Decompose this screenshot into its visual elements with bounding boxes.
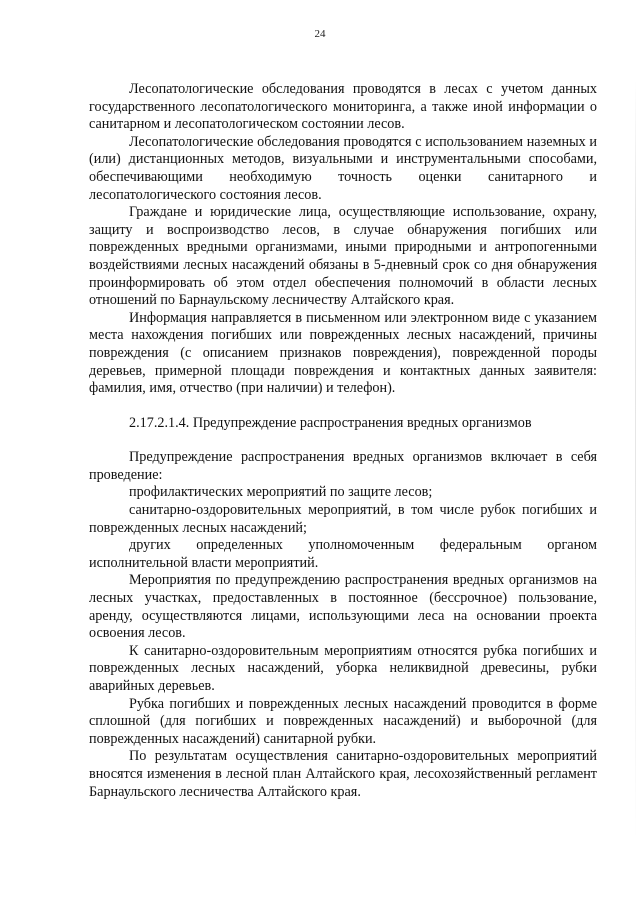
paragraph: По результатам осуществления санитарно-оздоровительных мероприятий вносятся изменения в лесной план Алтайского края, лесохозяйственный регламент Барнаульского лесничества Алтайского края. [89,748,597,800]
list-item: санитарно-оздоровительных мероприятий, в том числе рубок погибших и поврежденных лесных насаждений; [89,502,597,536]
paragraph: Мероприятия по предупреждению распространения вредных организмов на лесных участках, предоставленных в постоянное (бессрочное) пользование, аренду, осуществляются лицами, использующими леса на основании проекта освоения лесов. [89,572,597,642]
paragraph: Предупреждение распространения вредных организмов включает в себя проведение: [89,449,597,483]
section-heading: 2.17.2.1.4. Предупреждение распространения вредных организмов [129,414,532,431]
list-item: профилактических мероприятий по защите лесов; [129,484,433,501]
list-item: других определенных уполномоченным федеральным органом исполнительной власти мероприятий. [89,537,597,571]
scan-edge-shadow [635,80,636,840]
paragraph: Информация направляется в письменном или электронном виде с указанием места нахождения погибших или поврежденных лесных насаждений, причины повреждения (с описанием признаков повреждения), поврежденной породы деревьев, примерной площади повреждения и контактных данных заявителя: фамилия, имя, отчество (при наличии) и телефон). [89,309,597,397]
page-number: 24 [314,28,326,40]
paragraph: Лесопатологические обследования проводятся в лесах с учетом данных государственного лесопатологического мониторинга, а также иной информации о санитарном и лесопатологическом состоянии лесов. [89,81,597,133]
paragraph: Граждане и юридические лица, осуществляющие использование, охрану, защиту и воспроизводство лесов, в случае обнаружения погибших или поврежденных вредными организмами, иными природными и антропогенными воздействиями лесных насаждений обязаны в 5-дневный срок со дня обнаружения проинформировать об этом отдел обеспечения полномочий в области лесных отношений по Барнаульскому лесничеству Алтайского края. [89,204,597,309]
paragraph: Лесопатологические обследования проводятся с использованием наземных и (или) дистанционных методов, визуальными и инструментальными способами, обеспечивающими необходимую точность оценки санитарного и лесопатологического состояния лесов. [89,133,597,203]
paragraph: Рубка погибших и поврежденных лесных насаждений проводится в форме сплошной (для погибших и поврежденных насаждений) и выборочной (для поврежденных насаждений) санитарной рубки. [89,695,597,747]
paragraph: К санитарно-оздоровительным мероприятиям относятся рубка погибших и поврежденных лесных насаждений, уборка неликвидной древесины, рубки аварийных деревьев. [89,642,597,694]
document-body [89,81,597,801]
